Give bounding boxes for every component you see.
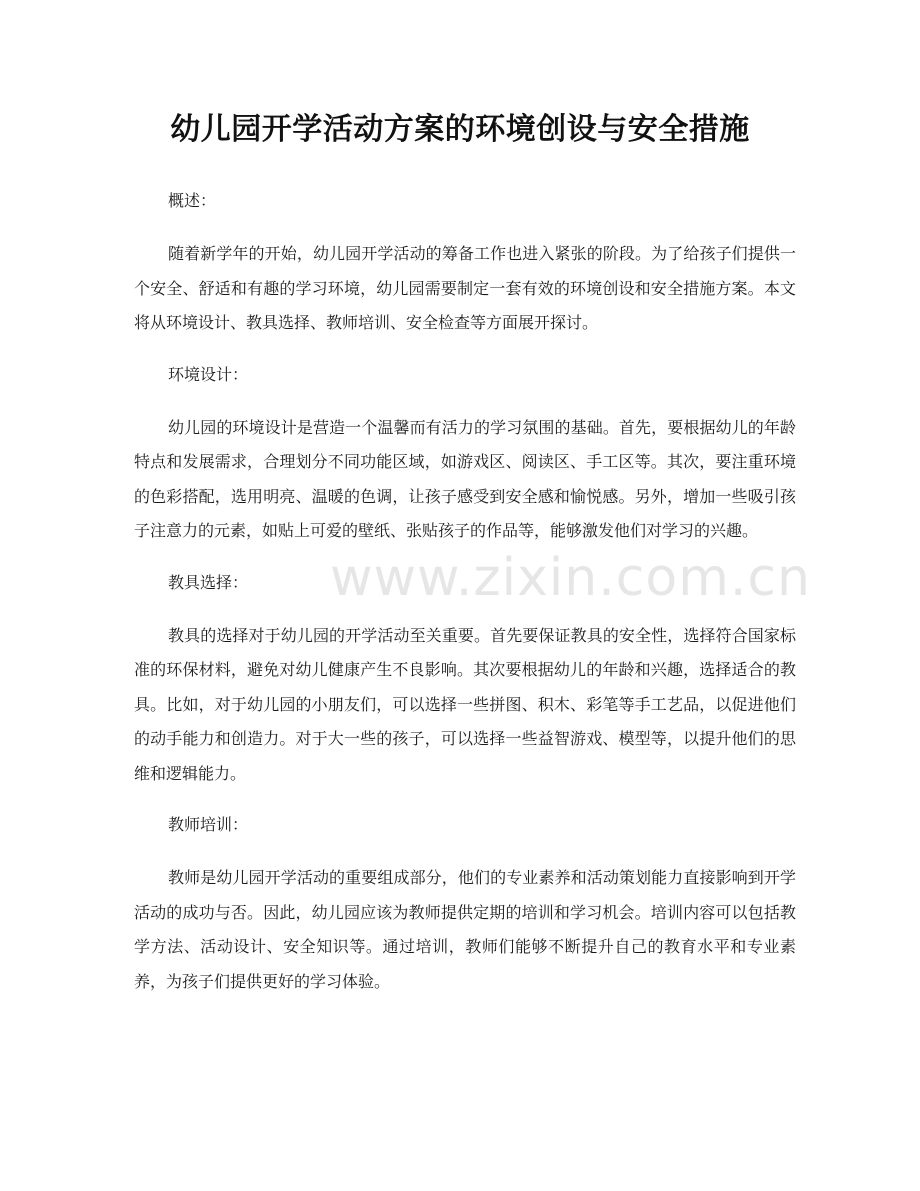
section-paragraph-teaching-aids: 教具的选择对于幼儿园的开学活动至关重要。首先要保证教具的安全性，选择符合国家标准的环保材料，避免对幼儿健康产生不良影响。其次要根据幼儿的年龄和兴趣，选择适合的教具。比如，对于幼儿园的小朋友们，可以选择一些拼图、积木、彩笔等手工艺品，以促进他们的动手能力和创造力。对于大一些的孩子，可以选择一些益智游戏、模型等，以提升他们的思维和逻辑能力。	[134, 625, 796, 783]
section-paragraph-overview: 随着新学年的开始，幼儿园开学活动的筹备工作也进入紧张的阶段。为了给孩子们提供一个安全、舒适和有趣的学习环境，幼儿园需要制定一套有效的环境创设和安全措施方案。本文将从环境设计、教具选择、教师培训、安全检查等方面展开探讨。	[134, 244, 796, 332]
section-heading-teacher-training: 教师培训：	[168, 815, 249, 834]
watermark: www.zixin.com.cn	[330, 548, 811, 608]
section-heading-environment: 环境设计：	[168, 364, 249, 384]
section-heading-overview: 概述：	[168, 191, 217, 210]
section-paragraph-environment: 幼儿园的环境设计是营造一个温馨而有活力的学习氛围的基础。首先，要根据幼儿的年龄特点和发展需求，合理划分不同功能区域，如游戏区、阅读区、手工区等。其次，要注重环境的色彩搭配，选用明亮、温暖的色调，让孩子感受到安全感和愉悦感。另外，增加一些吸引孩子注意力的元素，如贴上可爱的壁纸、张贴孩子的作品等，能够激发他们对学习的兴趣。	[134, 417, 796, 540]
section-heading-teaching-aids: 教具选择：	[168, 572, 249, 592]
document-title: 幼儿园开学活动方案的环境创设与安全措施	[170, 112, 750, 147]
section-paragraph-teacher-training: 教师是幼儿园开学活动的重要组成部分，他们的专业素养和活动策划能力直接影响到开学活动的成功与否。因此，幼儿园应该为教师提供定期的培训和学习机会。培训内容可以包括教学方法、活动设计、安全知识等。通过培训，教师们能够不断提升自己的教育水平和专业素养，为孩子们提供更好的学习体验。	[134, 868, 796, 991]
document-body	[134, 184, 796, 1016]
